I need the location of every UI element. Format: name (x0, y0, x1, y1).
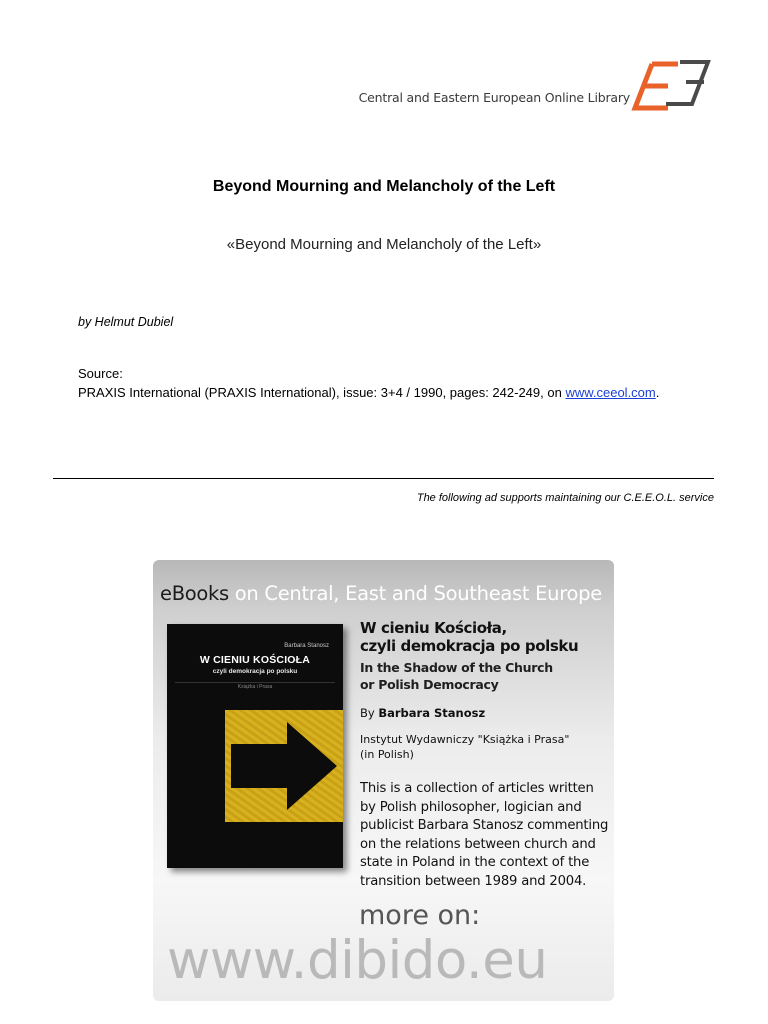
publisher-line2: (in Polish) (360, 748, 414, 761)
document-subtitle: «Beyond Mourning and Melancholy of the Left» (226, 236, 542, 253)
book-cover[interactable] (167, 624, 343, 868)
cover-title: W CIENIU KOŚCIOŁA (199, 654, 311, 666)
divider (53, 478, 714, 479)
publisher-line1: Instytut Wydawniczy "Książka i Prasa" (360, 733, 570, 746)
arrow-right-icon (225, 710, 343, 822)
book-publisher (360, 732, 569, 762)
by-prefix: By (360, 706, 379, 720)
book-title (360, 619, 578, 655)
book-en-line2: or Polish Democracy (360, 677, 499, 692)
document-title: Beyond Mourning and Melancholy of the Left (212, 178, 556, 195)
book-english-title (360, 659, 553, 693)
source-text: PRAXIS International (PRAXIS International), issue: 3+4 / 1990, pages: 242-249, on (78, 385, 566, 400)
ad-heading (160, 582, 602, 605)
cover-yellow-panel (225, 710, 343, 822)
ceeol-link[interactable]: www.ceeol.com (565, 385, 656, 400)
more-on-label: more on: (359, 900, 481, 931)
by-name: Barbara Stanosz (378, 706, 486, 720)
book-title-line2: czyli demokracja po polsku (360, 637, 579, 655)
ad-note: The following ad supports maintaining our C.E.E.O.L. service (416, 492, 714, 504)
dibido-link[interactable]: www.dibido.eu (167, 930, 548, 991)
book-title-line1: W cieniu Kościoła, (360, 619, 507, 637)
ad-heading-ebooks: eBooks (160, 582, 229, 605)
book-author (360, 706, 485, 720)
book-en-line1: In the Shadow of the Church (360, 660, 553, 675)
author-line: by Helmut Dubiel (78, 315, 174, 329)
ebook-ad-banner[interactable] (153, 560, 614, 1001)
ceeol-logo-icon (630, 58, 714, 114)
book-description: This is a collection of articles written by Polish philosopher, logician and publicist Barbara Stanosz commenting on the relations between church and state in Poland in the context of the transition between 1989 and 2004. (360, 781, 609, 889)
cover-author: Barbara Stanosz (284, 643, 329, 649)
source-label: Source: (78, 366, 123, 381)
source-end: . (655, 385, 660, 400)
cover-publisher: Książka i Prasa (175, 682, 335, 692)
cover-subtitle: czyli demokracja po polsku (212, 668, 298, 675)
library-name: Central and Eastern European Online Library (358, 90, 630, 105)
ad-heading-region: on Central, East and Southeast Europe (228, 582, 602, 605)
source-line (78, 385, 659, 400)
